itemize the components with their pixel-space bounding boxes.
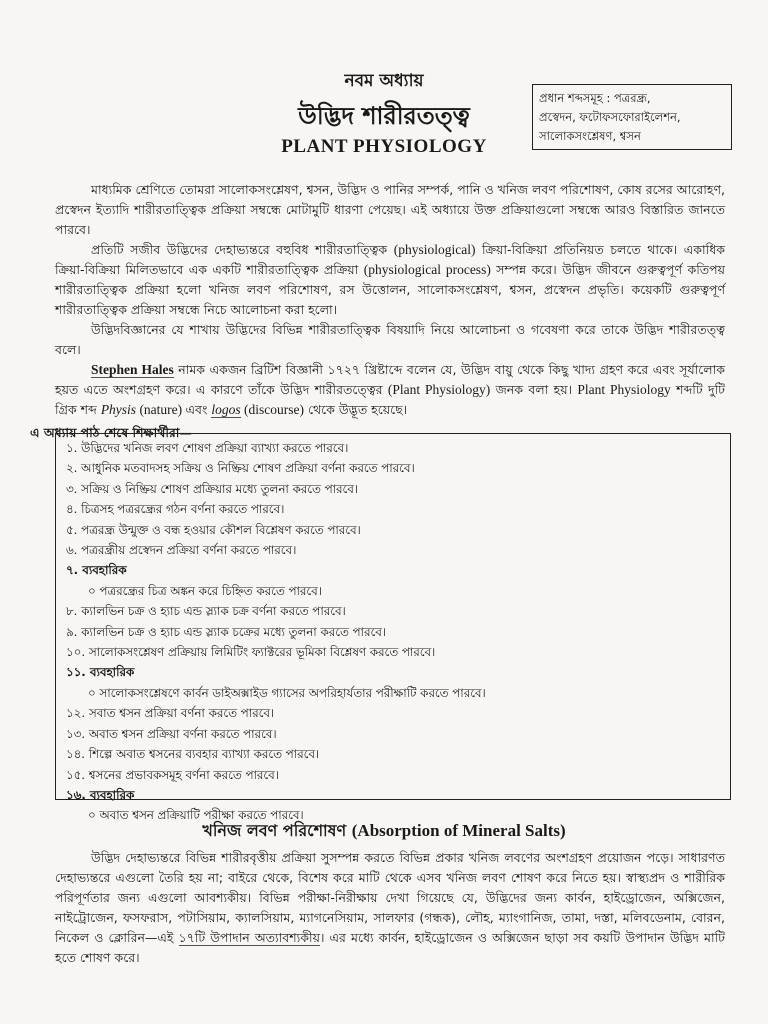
text-span: সম্পন্ন করে। উদ্ভিদ জীবনে গুরুত্বপূর্ণ কতিপয় শারীরতাত্ত্বিক প্রক্রিয়া হলো খনিজ লবণ পরিশোষণ, রস উত্তোলন, সালোকসংশ্লেষণ, শ্বসন, প্রস্বেদন প্রভৃতি। কয়েকটি গুরুত্বপূর্ণ শারীরতাত্ত্বিক প্রক্রিয়া সম্বন্ধে নিচে আলোচনা করা হলো। xyxy=(55,262,726,317)
objectives-box xyxy=(55,433,731,823)
text-span: প্রতিটি সজীব উদ্ভিদের দেহাভ্যন্তরে বহুবিধ শারীরতাত্ত্বিক xyxy=(91,242,394,257)
objectives-heading: এ অধ্যায় পাঠ শেষে শিক্ষার্থীরা— xyxy=(30,425,192,440)
objective-item: ২. আধুনিক মতবাদসহ সক্রিয় ও নিষ্ক্রিয় শোষণ প্রক্রিয়া বর্ণনা করতে পারবে। xyxy=(66,461,415,476)
objective-item: ১২. সবাত শ্বসন প্রক্রিয়া বর্ণনা করতে পারবে। xyxy=(66,706,275,721)
chapter-title-bengali: উদ্ভিদ শারীরতত্ত্ব xyxy=(298,102,470,130)
objective-sub-item: ০ পত্ররন্ধ্রের চিত্র অঙ্কন করে চিহ্নিত করতে পারবে। xyxy=(88,583,322,598)
keywords-line: প্রধান শব্দসমূহ : পত্ররন্ধ্র, xyxy=(539,91,651,105)
objective-item: ৮. ক্যালভিন চক্র ও হ্যাচ এন্ড স্ল্যাক চক্র বর্ণনা করতে পারবে। xyxy=(66,604,346,619)
english-term: (physiological process) xyxy=(363,262,491,277)
intro-paragraph-2 xyxy=(55,240,725,320)
english-term: Plant Physiology xyxy=(577,382,671,397)
objective-item: ৬. পত্ররন্ধ্রীয় প্রস্বেদন প্রক্রিয়া বর্ণনা করতে পারবে। xyxy=(66,543,297,558)
section-paragraph xyxy=(55,848,725,968)
section-heading-bengali: খনিজ লবণ পরিশোষণ xyxy=(202,821,352,840)
scientist-name: Stephen Hales xyxy=(91,362,174,377)
objective-item: ৯. ক্যালভিন চক্র ও হ্যাচ এন্ড স্ল্যাক চক্রের মধ্যে তুলনা করতে পারবে। xyxy=(66,624,386,639)
objective-practical-heading: ৭. ব্যবহারিক xyxy=(66,563,127,578)
objective-item: ৫. পত্ররন্ধ্র উন্মুক্ত ও বন্ধ হওয়ার কৌশল বিশ্লেষণ করতে পারবে। xyxy=(66,522,361,537)
intro-paragraph-4 xyxy=(55,360,725,420)
english-term: (Plant Physiology) xyxy=(387,382,491,397)
objective-sub-item: ০ অবাত শ্বসন প্রক্রিয়াটি পরীক্ষা করতে পারবে। xyxy=(88,808,304,823)
objective-item: ৪. চিত্রসহ পত্ররন্ধ্রের গঠন বর্ণনা করতে পারবে। xyxy=(66,502,285,517)
chapter-label: নবম অধ্যায় xyxy=(344,71,424,91)
text-span: নামক একজন ব্রিটিশ বিজ্ঞানী ১৭২৭ খ্রিষ্টাব্দে বলেন যে, উদ্ভিদ বায়ু থেকে কিছু খাদ্য গ্রহণ করে এবং সূর্যালোক হয়ত এতে অংশগ্রহণ করে। এ কারণে তাঁকে উদ্ভিদ শারীরতত্ত্বের xyxy=(55,362,725,397)
section-heading xyxy=(0,818,768,845)
text-span: উদ্ভিদ দেহাভ্যন্তরে বিভিন্ন শারীরবৃত্তীয় প্রক্রিয়া সুসম্পন্ন করতে বিভিন্ন প্রকার খনিজ লবণের অংশগ্রহণ প্রয়োজন পড়ে। সাধারণত দেহাভ্যন্তরে এগুলো তৈরি হয় না; বাইরে থেকে, বিশেষ করে মাটি থেকে এসব খনিজ লবণ শোষণ করে নিতে হয়। স্বাস্থ্যপ্রদ ও শারীরিক পরিপূর্ণতার জন্য এগুলো আবশ্যকীয়। বিভিন্ন পরীক্ষা-নিরীক্ষায় দেখা গিয়েছে যে, উদ্ভিদের জন্য কার্বন, হাইড্রোজেন, অক্সিজেন, নাইট্রোজেন, ফসফরাস, পটাসিয়াম, ক্যালসিয়াম, ম্যাগনেসিয়াম, সালফার (গন্ধক), লৌহ, ম্যাংগানিজ, তামা, দস্তা, মলিবডেনাম, বোরন, নিকেল ও ক্লোরিন—এই xyxy=(55,850,725,945)
objective-item: ৩. সক্রিয় ও নিষ্ক্রিয় শোষণ প্রক্রিয়ার মধ্যে তুলনা করতে পারবে। xyxy=(66,481,359,496)
highlighted-phrase: ১৭টি উপাদান অত্যাবশ্যকীয় xyxy=(178,930,320,945)
text-span: এবং xyxy=(185,402,212,417)
keywords-line: প্রস্বেদন, ফটোফসফোরাইলেশন, xyxy=(539,110,681,124)
greek-word: Physis xyxy=(100,402,137,417)
keywords-box xyxy=(532,84,732,150)
english-term: (physiological) xyxy=(393,242,476,257)
section-heading-english: (Absorption of Mineral Salts) xyxy=(351,821,566,840)
text-span: থেকে উদ্ভূত হয়েছে। xyxy=(304,402,408,417)
text-span: ক্রিয়া-বিক্রিয়া প্রতিনিয়ত চলতে থাকে। একাধিক ক্রিয়া-বিক্রিয়া মিলিতভাবে এক একটি শারীরতাত্ত্বিক প্রক্রিয়া xyxy=(55,242,726,277)
objective-item: ১৪. শিল্পে অবাত শ্বসনের ব্যবহার ব্যাখ্যা করতে পারবে। xyxy=(66,747,320,762)
text-span: শব্দটি দুটি গ্রিক শব্দ xyxy=(55,382,725,417)
intro-paragraph-1: মাধ্যমিক শ্রেণিতে তোমরা সালোকসংশ্লেষণ, শ্বসন, উদ্ভিদ ও পানির সম্পর্ক, পানি ও খনিজ লবণ পরিশোষণ, কোষ রসের আরোহণ, প্রস্বেদন ইত্যাদি শারীরতাত্ত্বিক প্রক্রিয়া সম্বন্ধে মোটামুটি ধারণা পেয়েছ। এই অধ্যায়ে উক্ত প্রক্রিয়াগুলো সম্বন্ধে আরও বিস্তারিত জানতে পারবে। xyxy=(55,182,725,237)
text-span: । এর মধ্যে কার্বন, হাইড্রোজেন ও অক্সিজেন ছাড়া সব কয়টি উপাদান উদ্ভিদ মাটি হতে শোষণ করে। xyxy=(55,930,725,965)
keywords-line: সালোকসংশ্লেষণ, শ্বসন xyxy=(539,129,641,143)
objective-sub-item: ০ সালোকসংশ্লেষণে কার্বন ডাইঅক্সাইড গ্যাসের অপরিহার্যতার পরীক্ষাটি করতে পারবে। xyxy=(88,685,486,700)
english-term: (nature) xyxy=(136,402,186,417)
english-term: (discourse) xyxy=(240,402,304,417)
objective-item: ১০. সালোকসংশ্লেষণ প্রক্রিয়ায় লিমিটিং ফ্যাক্টরের ভূমিকা বিশ্লেষণ করতে পারবে। xyxy=(66,645,436,660)
objective-item: ১৩. অবাত শ্বসন প্রক্রিয়া বর্ণনা করতে পারবে। xyxy=(66,726,277,741)
objective-item: ১. উদ্ভিদের খনিজ লবণ শোষণ প্রক্রিয়া ব্যাখ্যা করতে পারবে। xyxy=(66,441,349,455)
greek-word: logos xyxy=(211,402,241,417)
objective-practical-heading: ১১. ব্যবহারিক xyxy=(66,665,135,680)
objective-item: ১৫. শ্বসনের প্রভাবকসমূহ বর্ণনা করতে পারবে। xyxy=(66,767,279,782)
objective-practical-heading: ১৬. ব্যবহারিক xyxy=(66,787,135,802)
chapter-title-english: PLANT PHYSIOLOGY xyxy=(281,136,487,157)
intro-paragraph-3: উদ্ভিদবিজ্ঞানের যে শাখায় উদ্ভিদের বিভিন্ন শারীরতাত্ত্বিক বিষয়াদি নিয়ে আলোচনা ও গবেষণা করে তাকে উদ্ভিদ শারীরতত্ত্ব বলে। xyxy=(55,322,725,357)
text-span: জনক বলা হয়। xyxy=(490,382,578,397)
